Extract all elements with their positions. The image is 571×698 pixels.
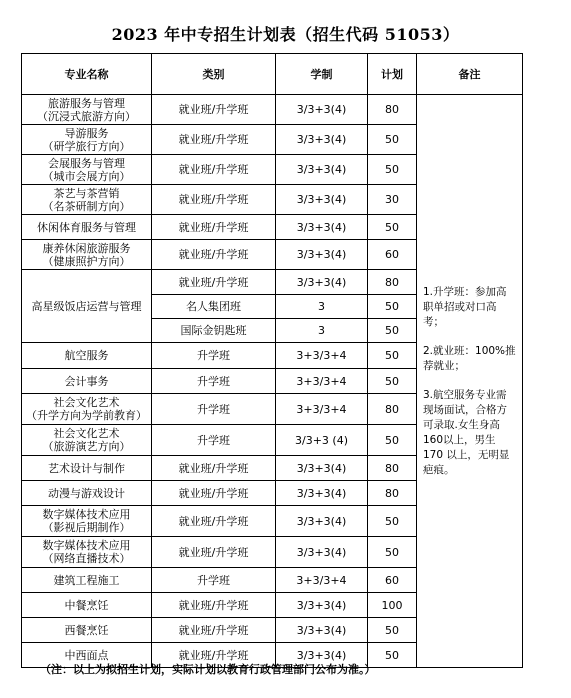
major-cell: 旅游服务与管理 （沉浸式旅游方向） xyxy=(22,95,152,125)
plan-cell: 50 xyxy=(368,295,417,319)
type-cell: 升学班 xyxy=(152,394,276,425)
type-cell: 就业班/升学班 xyxy=(152,456,276,481)
major-cell: 社会文化艺术 （旅游演艺方向） xyxy=(22,425,152,456)
type-cell: 就业班/升学班 xyxy=(152,155,276,185)
duration-cell: 3/3+3(4) xyxy=(276,270,368,295)
major-cell: 中餐烹饪 xyxy=(22,593,152,618)
header-notes: 备注 xyxy=(417,54,523,95)
plan-cell: 30 xyxy=(368,185,417,215)
duration-cell: 3 xyxy=(276,319,368,343)
header-plan: 计划 xyxy=(368,54,417,95)
table-header-row xyxy=(22,54,523,95)
type-cell: 就业班/升学班 xyxy=(152,506,276,537)
plan-cell: 80 xyxy=(368,481,417,506)
duration-cell: 3/3+3(4) xyxy=(276,155,368,185)
duration-cell: 3+3/3+4 xyxy=(276,568,368,593)
duration-cell: 3/3+3(4) xyxy=(276,537,368,568)
plan-cell: 80 xyxy=(368,394,417,425)
note-1: 1.升学班：参加高职单招或对口高考； xyxy=(423,285,507,328)
major-cell: 高星级饭店运营与管理 xyxy=(22,270,152,343)
duration-cell: 3/3+3(4) xyxy=(276,506,368,537)
plan-cell: 60 xyxy=(368,568,417,593)
major-cell: 茶艺与茶营销 （名茶研制方向） xyxy=(22,185,152,215)
major-cell: 会展服务与管理 （城市会展方向） xyxy=(22,155,152,185)
plan-cell: 50 xyxy=(368,319,417,343)
footnote: （注：以上为拟招生计划，实际计划以教育行政管理部门公布为准。） xyxy=(40,663,376,676)
header-major: 专业名称 xyxy=(22,54,152,95)
plan-cell: 50 xyxy=(368,125,417,155)
type-cell: 就业班/升学班 xyxy=(152,185,276,215)
type-cell: 就业班/升学班 xyxy=(152,537,276,568)
major-cell: 休闲体育服务与管理 xyxy=(22,215,152,240)
major-cell: 中西面点 xyxy=(22,643,152,668)
type-cell: 名人集团班 xyxy=(152,295,276,319)
type-cell: 升学班 xyxy=(152,343,276,369)
page-title: 2023 年中专招生计划表（招生代码 51053） xyxy=(111,25,460,44)
duration-cell: 3/3+3 (4) xyxy=(276,425,368,456)
type-cell: 就业班/升学班 xyxy=(152,270,276,295)
header-type: 类别 xyxy=(152,54,276,95)
plan-cell: 80 xyxy=(368,456,417,481)
major-cell: 康养休闲旅游服务 （健康照护方向） xyxy=(22,240,152,270)
plan-cell: 50 xyxy=(368,425,417,456)
duration-cell: 3+3/3+4 xyxy=(276,369,368,394)
header-duration: 学制 xyxy=(276,54,368,95)
major-cell: 建筑工程施工 xyxy=(22,568,152,593)
major-cell: 数字媒体技术应用 （网络直播技术） xyxy=(22,537,152,568)
major-cell: 航空服务 xyxy=(22,343,152,369)
duration-cell: 3/3+3(4) xyxy=(276,456,368,481)
major-cell: 动漫与游戏设计 xyxy=(22,481,152,506)
major-cell: 数字媒体技术应用 （影视后期制作） xyxy=(22,506,152,537)
duration-cell: 3/3+3(4) xyxy=(276,643,368,668)
type-cell: 就业班/升学班 xyxy=(152,593,276,618)
duration-cell: 3/3+3(4) xyxy=(276,125,368,155)
plan-cell: 50 xyxy=(368,215,417,240)
type-cell: 就业班/升学班 xyxy=(152,215,276,240)
plan-cell: 50 xyxy=(368,618,417,643)
duration-cell: 3 xyxy=(276,295,368,319)
major-cell: 会计事务 xyxy=(22,369,152,394)
note-3: 3.航空服务专业需现场面试，合格方可录取.女生身高160以上，男生 170 以上，无明显疤痕。 xyxy=(423,388,510,476)
note-2: 2.就业班：100%推荐就业； xyxy=(423,344,516,372)
type-cell: 国际金钥匙班 xyxy=(152,319,276,343)
type-cell: 就业班/升学班 xyxy=(152,240,276,270)
plan-cell: 80 xyxy=(368,270,417,295)
plan-cell: 50 xyxy=(368,155,417,185)
duration-cell: 3+3/3+4 xyxy=(276,343,368,369)
plan-cell: 50 xyxy=(368,506,417,537)
duration-cell: 3/3+3(4) xyxy=(276,185,368,215)
type-cell: 就业班/升学班 xyxy=(152,618,276,643)
type-cell: 升学班 xyxy=(152,369,276,394)
plan-cell: 60 xyxy=(368,240,417,270)
type-cell: 就业班/升学班 xyxy=(152,481,276,506)
plan-cell: 50 xyxy=(368,537,417,568)
duration-cell: 3+3/3+4 xyxy=(276,394,368,425)
plan-cell: 50 xyxy=(368,643,417,668)
duration-cell: 3/3+3(4) xyxy=(276,481,368,506)
duration-cell: 3/3+3(4) xyxy=(276,215,368,240)
major-cell: 导游服务 （研学旅行方向） xyxy=(22,125,152,155)
type-cell: 升学班 xyxy=(152,568,276,593)
type-cell: 就业班/升学班 xyxy=(152,95,276,125)
major-cell: 社会文化艺术 （升学方向为学前教育） xyxy=(22,394,152,425)
plan-cell: 100 xyxy=(368,593,417,618)
table-row xyxy=(22,95,523,125)
plan-cell: 50 xyxy=(368,343,417,369)
duration-cell: 3/3+3(4) xyxy=(276,240,368,270)
type-cell: 就业班/升学班 xyxy=(152,125,276,155)
notes-cell xyxy=(417,95,523,668)
type-cell: 升学班 xyxy=(152,425,276,456)
duration-cell: 3/3+3(4) xyxy=(276,95,368,125)
major-cell: 艺术设计与制作 xyxy=(22,456,152,481)
duration-cell: 3/3+3(4) xyxy=(276,618,368,643)
major-cell: 西餐烹饪 xyxy=(22,618,152,643)
plan-cell: 50 xyxy=(368,369,417,394)
type-cell: 就业班/升学班 xyxy=(152,643,276,668)
enrollment-plan-table xyxy=(21,53,523,668)
plan-cell: 80 xyxy=(368,95,417,125)
duration-cell: 3/3+3(4) xyxy=(276,593,368,618)
